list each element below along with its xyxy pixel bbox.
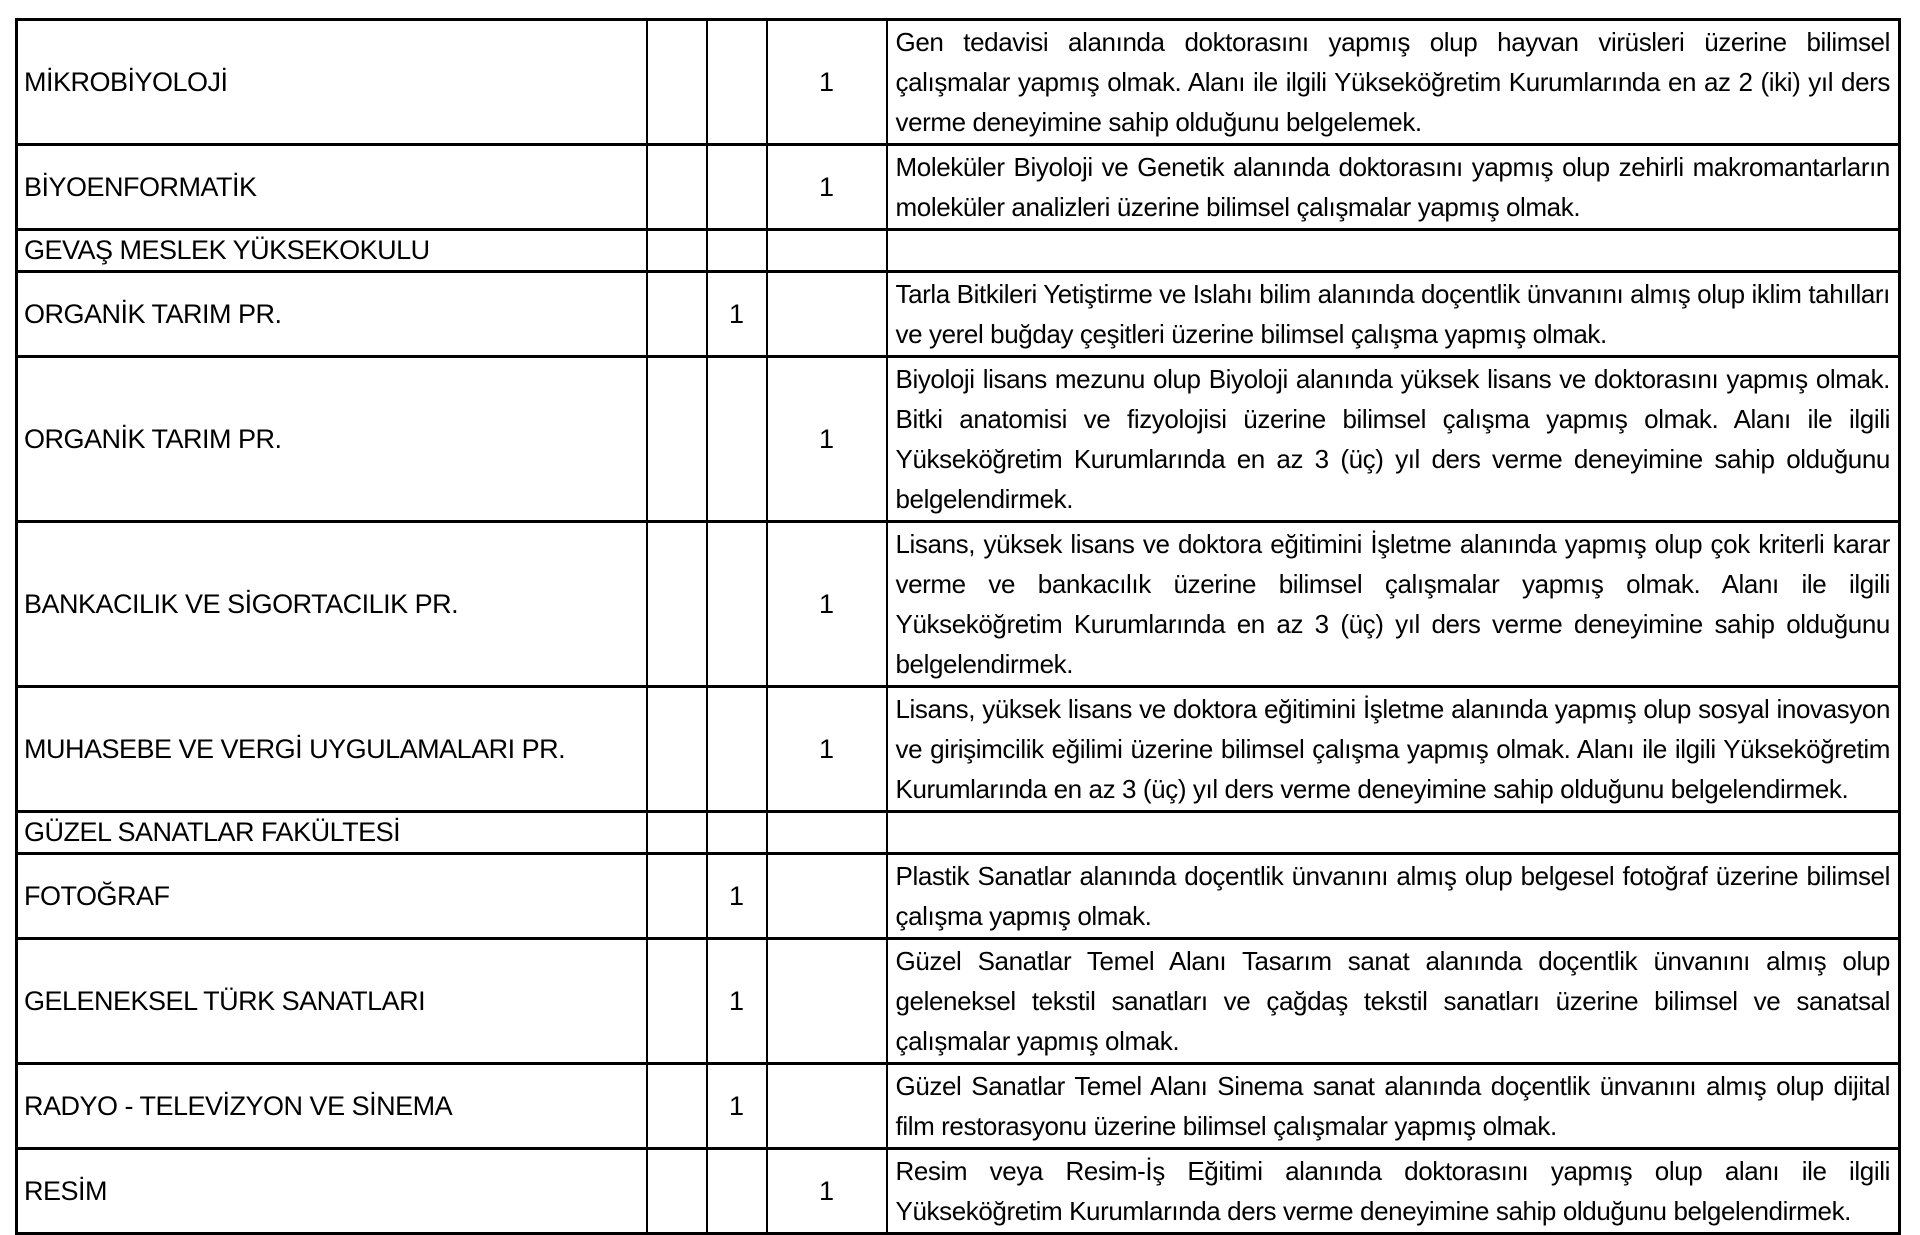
program-name-cell: GELENEKSEL TÜRK SANATLARI [17, 939, 647, 1064]
quota-col-b-cell [707, 145, 767, 230]
table-row [17, 20, 1900, 145]
program-name-cell: FOTOĞRAF [17, 854, 647, 939]
quota-col-a-cell [647, 230, 707, 272]
quota-col-c-cell [767, 272, 887, 357]
requirement-cell: Biyoloji lisans mezunu olup Biyoloji alanında yüksek lisans ve doktorasını yapmış olmak. Bitki anatomisi ve fizyolojisi üzerine bilimsel çalışma yapmış olmak. Alanı ile ilgili Yükseköğretim Kurumlarında en az 3 (üç) yıl ders verme deneyimine sahip olduğunu belgelendirmek. [887, 357, 1900, 522]
requirement-cell: Güzel Sanatlar Temel Alanı Sinema sanat alanında doçentlik ünvanını almış olup dijital film restorasyonu üzerine bilimsel çalışmalar yapmış olmak. [887, 1064, 1900, 1149]
program-name-cell: ORGANİK TARIM PR. [17, 272, 647, 357]
quota-col-b-cell: 1 [707, 272, 767, 357]
quota-col-b-cell: 1 [707, 939, 767, 1064]
table-row [17, 357, 1900, 522]
positions-table-body [17, 20, 1900, 1234]
table-row [17, 272, 1900, 357]
quota-col-a-cell [647, 522, 707, 687]
program-name-cell: GÜZEL SANATLAR FAKÜLTESİ [17, 812, 647, 854]
program-name-cell: MUHASEBE VE VERGİ UYGULAMALARI PR. [17, 687, 647, 812]
quota-col-a-cell [647, 687, 707, 812]
quota-col-b-cell [707, 687, 767, 812]
requirement-cell: Moleküler Biyoloji ve Genetik alanında doktorasını yapmış olup zehirli makromantarların moleküler analizleri üzerine bilimsel çalışmalar yapmış olmak. [887, 145, 1900, 230]
positions-table [15, 18, 1901, 1235]
quota-col-b-cell: 1 [707, 1064, 767, 1149]
program-name-cell: MİKROBİYOLOJİ [17, 20, 647, 145]
program-name-cell: BANKACILIK VE SİGORTACILIK PR. [17, 522, 647, 687]
table-row [17, 939, 1900, 1064]
table-row [17, 1064, 1900, 1149]
table-row [17, 1149, 1900, 1234]
quota-col-c-cell: 1 [767, 20, 887, 145]
table-row [17, 230, 1900, 272]
quota-col-a-cell [647, 1149, 707, 1234]
quota-col-c-cell: 1 [767, 522, 887, 687]
quota-col-a-cell [647, 939, 707, 1064]
requirement-cell: Gen tedavisi alanında doktorasını yapmış olup hayvan virüsleri üzerine bilimsel çalışmalar yapmış olmak. Alanı ile ilgili Yükseköğretim Kurumlarında en az 2 (iki) yıl ders verme deneyimine sahip olduğunu belgelemek. [887, 20, 1900, 145]
quota-col-c-cell: 1 [767, 1149, 887, 1234]
requirement-cell [887, 812, 1900, 854]
requirement-cell: Plastik Sanatlar alanında doçentlik ünvanını almış olup belgesel fotoğraf üzerine bilimsel çalışma yapmış olmak. [887, 854, 1900, 939]
program-name-cell: BİYOENFORMATİK [17, 145, 647, 230]
quota-col-a-cell [647, 357, 707, 522]
quota-col-c-cell: 1 [767, 357, 887, 522]
requirement-cell: Tarla Bitkileri Yetiştirme ve Islahı bilim alanında doçentlik ünvanını almış olup iklim tahılları ve yerel buğday çeşitleri üzerine bilimsel çalışma yapmış olmak. [887, 272, 1900, 357]
quota-col-a-cell [647, 145, 707, 230]
quota-col-b-cell: 1 [707, 854, 767, 939]
requirement-cell: Lisans, yüksek lisans ve doktora eğitimini İşletme alanında yapmış olup sosyal inovasyon ve girişimcilik eğilimi üzerine bilimsel çalışma yapmış olmak. Alanı ile ilgili Yükseköğretim Kurumlarında en az 3 (üç) yıl ders verme deneyimine sahip olduğunu belgelendirmek. [887, 687, 1900, 812]
table-row [17, 522, 1900, 687]
quota-col-b-cell [707, 357, 767, 522]
quota-col-c-cell [767, 1064, 887, 1149]
quota-col-c-cell: 1 [767, 145, 887, 230]
table-row [17, 812, 1900, 854]
quota-col-a-cell [647, 20, 707, 145]
announcement-sheet [15, 18, 1901, 1235]
quota-col-c-cell [767, 854, 887, 939]
program-name-cell: ORGANİK TARIM PR. [17, 357, 647, 522]
table-row [17, 687, 1900, 812]
table-row [17, 854, 1900, 939]
quota-col-a-cell [647, 854, 707, 939]
quota-col-c-cell [767, 939, 887, 1064]
quota-col-c-cell [767, 812, 887, 854]
requirement-cell: Güzel Sanatlar Temel Alanı Tasarım sanat alanında doçentlik ünvanını almış olup geleneksel tekstil sanatları ve çağdaş tekstil sanatları üzerine bilimsel ve sanatsal çalışmalar yapmış olmak. [887, 939, 1900, 1064]
quota-col-c-cell [767, 230, 887, 272]
program-name-cell: RADYO - TELEVİZYON VE SİNEMA [17, 1064, 647, 1149]
requirement-cell [887, 230, 1900, 272]
requirement-cell: Resim veya Resim-İş Eğitimi alanında doktorasını yapmış olup alanı ile ilgili Yükseköğretim Kurumlarında ders verme deneyimine sahip olduğunu belgelendirmek. [887, 1149, 1900, 1234]
quota-col-a-cell [647, 272, 707, 357]
quota-col-b-cell [707, 522, 767, 687]
quota-col-b-cell [707, 230, 767, 272]
program-name-cell: RESİM [17, 1149, 647, 1234]
requirement-cell: Lisans, yüksek lisans ve doktora eğitimini İşletme alanında yapmış olup çok kriterli karar verme ve bankacılık üzerine bilimsel çalışmalar yapmış olmak. Alanı ile ilgili Yükseköğretim Kurumlarında en az 3 (üç) yıl ders verme deneyimine sahip olduğunu belgelendirmek. [887, 522, 1900, 687]
quota-col-b-cell [707, 20, 767, 145]
quota-col-a-cell [647, 812, 707, 854]
program-name-cell: GEVAŞ MESLEK YÜKSEKOKULU [17, 230, 647, 272]
quota-col-b-cell [707, 812, 767, 854]
quota-col-a-cell [647, 1064, 707, 1149]
quota-col-b-cell [707, 1149, 767, 1234]
quota-col-c-cell: 1 [767, 687, 887, 812]
table-row [17, 145, 1900, 230]
